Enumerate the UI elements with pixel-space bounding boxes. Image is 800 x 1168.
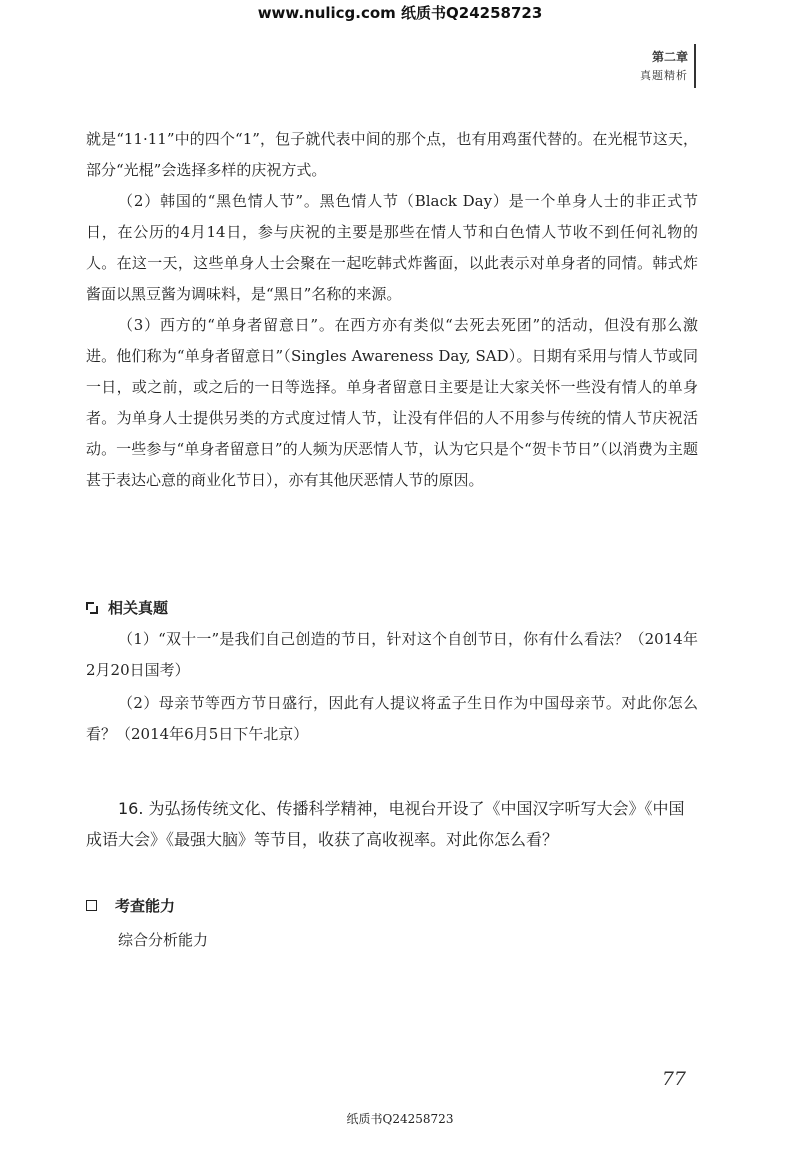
square-icon xyxy=(86,900,97,911)
ability-text: 综合分析能力 xyxy=(118,931,209,949)
corner-bracket-icon xyxy=(86,602,98,614)
related-heading-text: 相关真题 xyxy=(108,599,169,617)
question-16: 16. 为弘扬传统文化、传播科学精神，电视台开设了《中国汉字听写大会》《中国成语大会》《最强大脑》等节目，收获了高收视率。对此你怎么看？ xyxy=(86,799,685,849)
related-questions-heading xyxy=(86,597,168,618)
ability-heading-text: 考查能力 xyxy=(115,897,176,915)
chapter-label: 第二章 xyxy=(651,50,688,64)
header-divider xyxy=(694,44,696,88)
body-paragraph-3: （3）西方的“单身者留意日”。在西方亦有类似“去死去死团”的活动，但没有那么激进。他们称为“单身者留意日”（Singles Awareness Day, SAD）。日期有采用与情人节或同一日，或之前，或之后的一日等选择。单身者留意日主要是让大家关怀一些没有情人的单身者。为单身人士提供另类的方式度过情人节，让没有伴侣的人不用参与传统的情人节庆祝活动。一些参与“单身者留意日”的人频为厌恶情人节，认为它只是个“贺卡节日”（以消费为主题甚于表达心意的商业化节日），亦有其他厌恶情人节的原因。 xyxy=(86,316,698,489)
watermark-bottom: 纸质书Q24258723 xyxy=(346,1112,454,1126)
watermark-top: www.nulicg.com 纸质书Q24258723 xyxy=(257,4,543,22)
body-paragraph-2: （2）韩国的“黑色情人节”。黑色情人节（Black Day）是一个单身人士的非正式节日，在公历的4月14日，参与庆祝的主要是那些在情人节和白色情人节收不到任何礼物的人。在这一天，这些单身人士会聚在一起吃韩式炸酱面，以此表示对单身者的同情。韩式炸酱面以黑豆酱为调味料，是“黑日”名称的来源。 xyxy=(86,192,698,303)
related-question-2: （2）母亲节等西方节日盛行，因此有人提议将孟子生日作为中国母亲节。对此你怎么看？（2014年6月5日下午北京） xyxy=(86,694,698,743)
ability-heading xyxy=(86,895,175,916)
chapter-subtitle: 真题精析 xyxy=(640,69,688,82)
related-question-1: （1）“双十一”是我们自己创造的节日，针对这个自创节日，你有什么看法？（2014年2月20日国考） xyxy=(86,630,698,679)
page-number: 77 xyxy=(661,1068,686,1090)
body-paragraph-1: 就是“11·11”中的四个“1”，包子就代表中间的那个点，也有用鸡蛋代替的。在光棍节这天，部分“光棍”会选择多样的庆祝方式。 xyxy=(86,130,698,179)
